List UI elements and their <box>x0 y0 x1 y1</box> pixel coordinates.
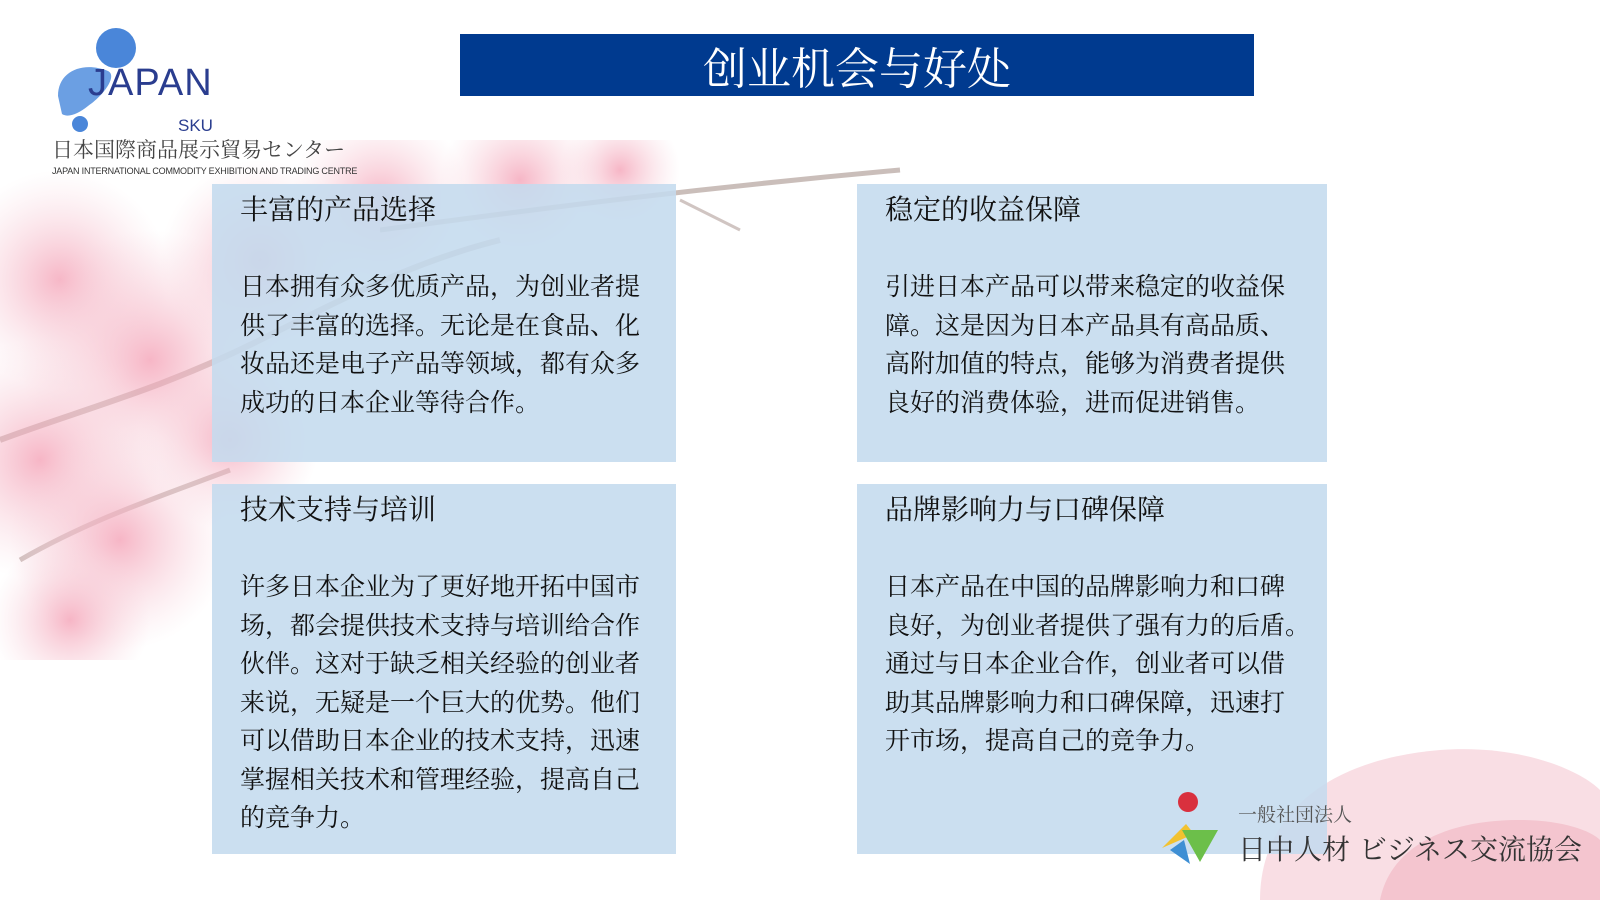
card-body: 引进日本产品可以带来稳定的收益保 障。这是因为日本产品具有高品质、 高附加值的特点，能够为消费者提供 良好的消费体验，进而促进销售。 <box>885 272 1286 417</box>
partner-org-name: 日中人材 ビジネス交流協会 <box>1238 833 1583 866</box>
partner-org-type: 一般社団法人 <box>1238 804 1353 826</box>
card-heading: 技术支持与培训 <box>240 493 437 526</box>
card-stable-revenue <box>857 184 1327 462</box>
japan-sku-logo <box>44 22 384 182</box>
card-heading: 品牌影响力与口碑保障 <box>885 493 1166 526</box>
card-body: 日本产品在中国的品牌影响力和口碑 良好，为创业者提供了强有力的后盾。 通过与日本企业合作，创业者可以借 助其品牌影响力和口碑保障，迅速打 开市场，提高自己的竞争力。 <box>885 572 1311 755</box>
partner-association-logo <box>1160 790 1583 880</box>
card-body: 日本拥有众多优质产品，为创业者提 供了丰富的选择。无论是在食品、化 妆品还是电子产品等领域，都有众多 成功的日本企业等待合作。 <box>240 272 641 417</box>
person-mark-icon <box>1160 790 1222 870</box>
card-body: 许多日本企业为了更好地开拓中国市 场，都会提供技术支持与培训给合作 伙伴。这对于缺乏相关经验的创业者 来说，无疑是一个巨大的优势。他们 可以借助日本企业的技术支持，迅速 掌握相关技术和管理经验，提高自己 的竞争力。 <box>240 572 641 832</box>
page-title: 创业机会与好处 <box>460 34 1254 96</box>
logo-english-name: JAPAN INTERNATIONAL COMMODITY EXHIBITION AND TRADING CENTRE <box>52 166 358 176</box>
card-heading: 丰富的产品选择 <box>240 193 437 226</box>
logo-sku: SKU <box>178 116 213 135</box>
logo-japanese-name: 日本国際商品展示貿易センター <box>52 138 346 162</box>
card-heading: 稳定的收益保障 <box>885 193 1082 226</box>
card-tech-support <box>212 484 676 854</box>
logo-wordmark: JAPAN <box>88 62 213 104</box>
card-product-choice <box>212 184 676 462</box>
